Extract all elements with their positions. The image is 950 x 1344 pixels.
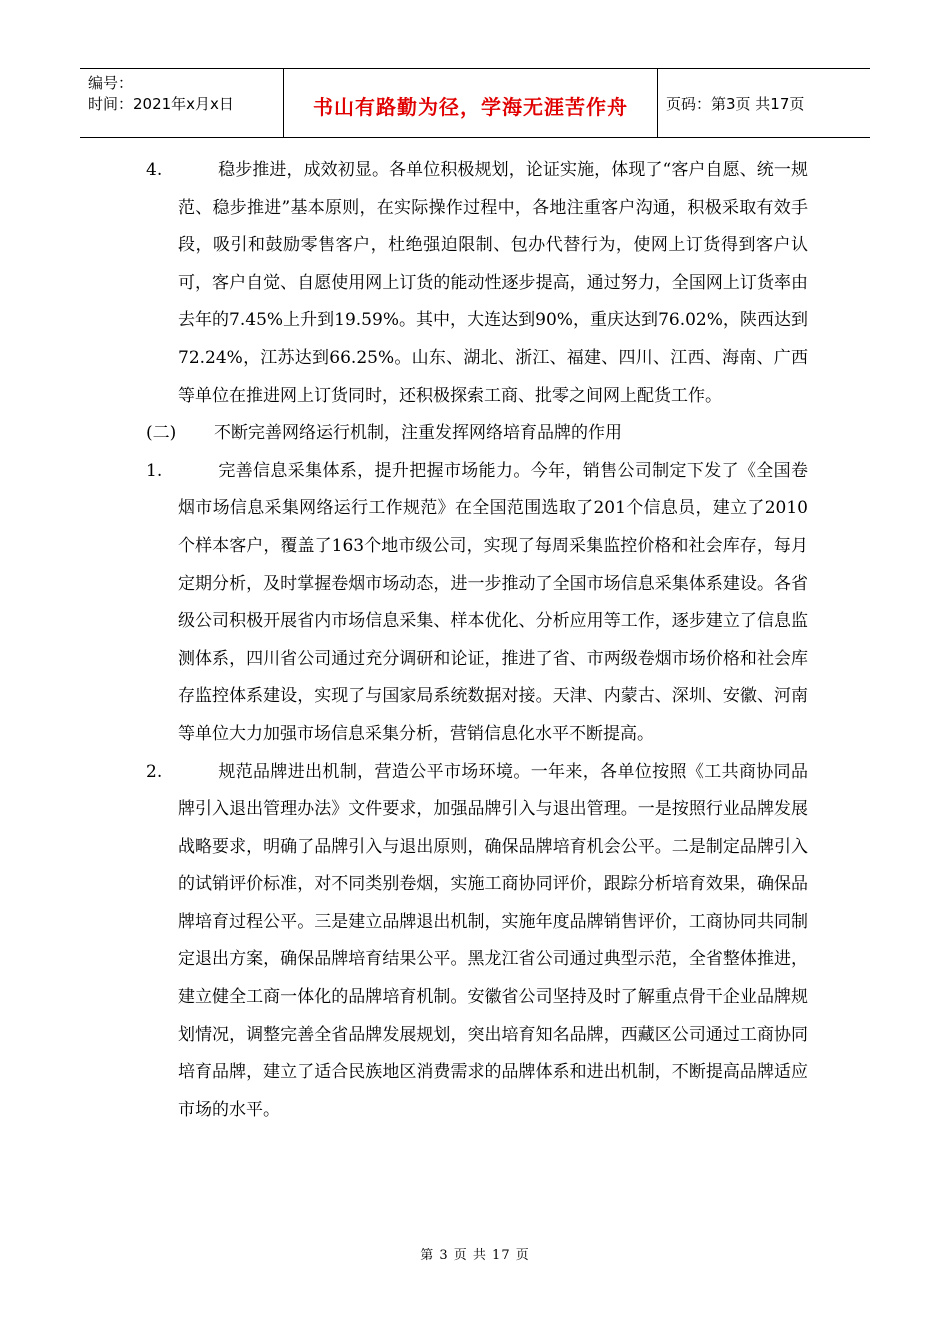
paragraph-item-2 [146,754,808,1130]
paragraph-item-4 [146,152,808,415]
paragraph-number: 4. [146,160,163,180]
header-meta [80,69,284,137]
page-footer: 第 3 页 共 17 页 [420,1248,530,1263]
document-number-label: 编号： [88,74,134,92]
header-motto: 书山有路勤为径，学海无涯苦作舟 [284,69,658,137]
section-heading [146,415,808,453]
document-date: 时间：2021年x月x日 [88,95,234,113]
paragraph-text: 稳步推进，成效初显。各单位积极规划，论证实施，体现了“客户自愿、统一规范、稳步推进”基本原则，在实际操作过程中，各地注重客户沟通，积极采取有效手段，吸引和鼓励零售客户，杜绝强迫限制、包办代替行为，使网上订货得到客户认可，客户自觉、自愿使用网上订货的能动性逐步提高，通过努力，全国网上订货率由去年的7.45%上升到19.59%。其中，大连达到90%，重庆达到76.02%，陕西达到72.24%，江苏达到66.25%。山东、湖北、浙江、福建、四川、江西、海南、广西等单位在推进网上订货同时，还积极探索工商、批零之间网上配货工作。 [178,160,808,406]
document-body [146,152,808,1129]
paragraph-number: 1. [146,460,163,481]
paragraph-text: 完善信息采集体系，提升把握市场能力。今年，销售公司制定下发了《全国卷烟市场信息采集网络运行工作规范》在全国范围选取了201个信息员，建立了2010个样本客户，覆盖了163个地市级公司，实现了每周采集监控价格和社会库存，每月定期分析，及时掌握卷烟市场动态，进一步推动了全国市场信息采集体系建设。各省级公司积极开展省内市场信息采集、样本优化、分析应用等工作，逐步建立了信息监测体系，四川省公司通过充分调研和论证，推进了省、市两级卷烟市场价格和社会库存监控体系建设，实现了与国家局系统数据对接。天津、内蒙古、深圳、安徽、河南等单位大力加强市场信息采集分析，营销信息化水平不断提高。 [178,460,808,744]
header-page-info: 页码：第3页 共17页 [666,94,805,113]
paragraph-text: 规范品牌进出机制，营造公平市场环境。一年来，各单位按照《工共商协同品牌引入退出管理办法》文件要求，加强品牌引入与退出管理。一是按照行业品牌发展战略要求，明确了品牌引入与退出原则，确保品牌培育机会公平。二是制定品牌引入的试销评价标准，对不同类别卷烟，实施工商协同评价，跟踪分析培育效果，确保品牌培育过程公平。三是建立品牌退出机制，实施年度品牌销售评价，工商协同共同制定退出方案，确保品牌培育结果公平。黑龙江省公司通过典型示范，全省整体推进，建立健全工商一体化的品牌培育机制。安徽省公司坚持及时了解重点骨干企业品牌规划情况，调整完善全省品牌发展规划，突出培育知名品牌，西藏区公司通过工商协同培育品牌，建立了适合民族地区消费需求的品牌体系和进出机制，不断提高品牌适应市场的水平。 [178,761,808,1120]
section-title: 不断完善网络运行机制，注重发挥网络培育品牌的作用 [214,423,622,444]
page-header [80,68,870,138]
paragraph-number: 2. [146,761,163,782]
paragraph-item-1 [146,453,808,754]
section-number: (二) [146,423,177,444]
